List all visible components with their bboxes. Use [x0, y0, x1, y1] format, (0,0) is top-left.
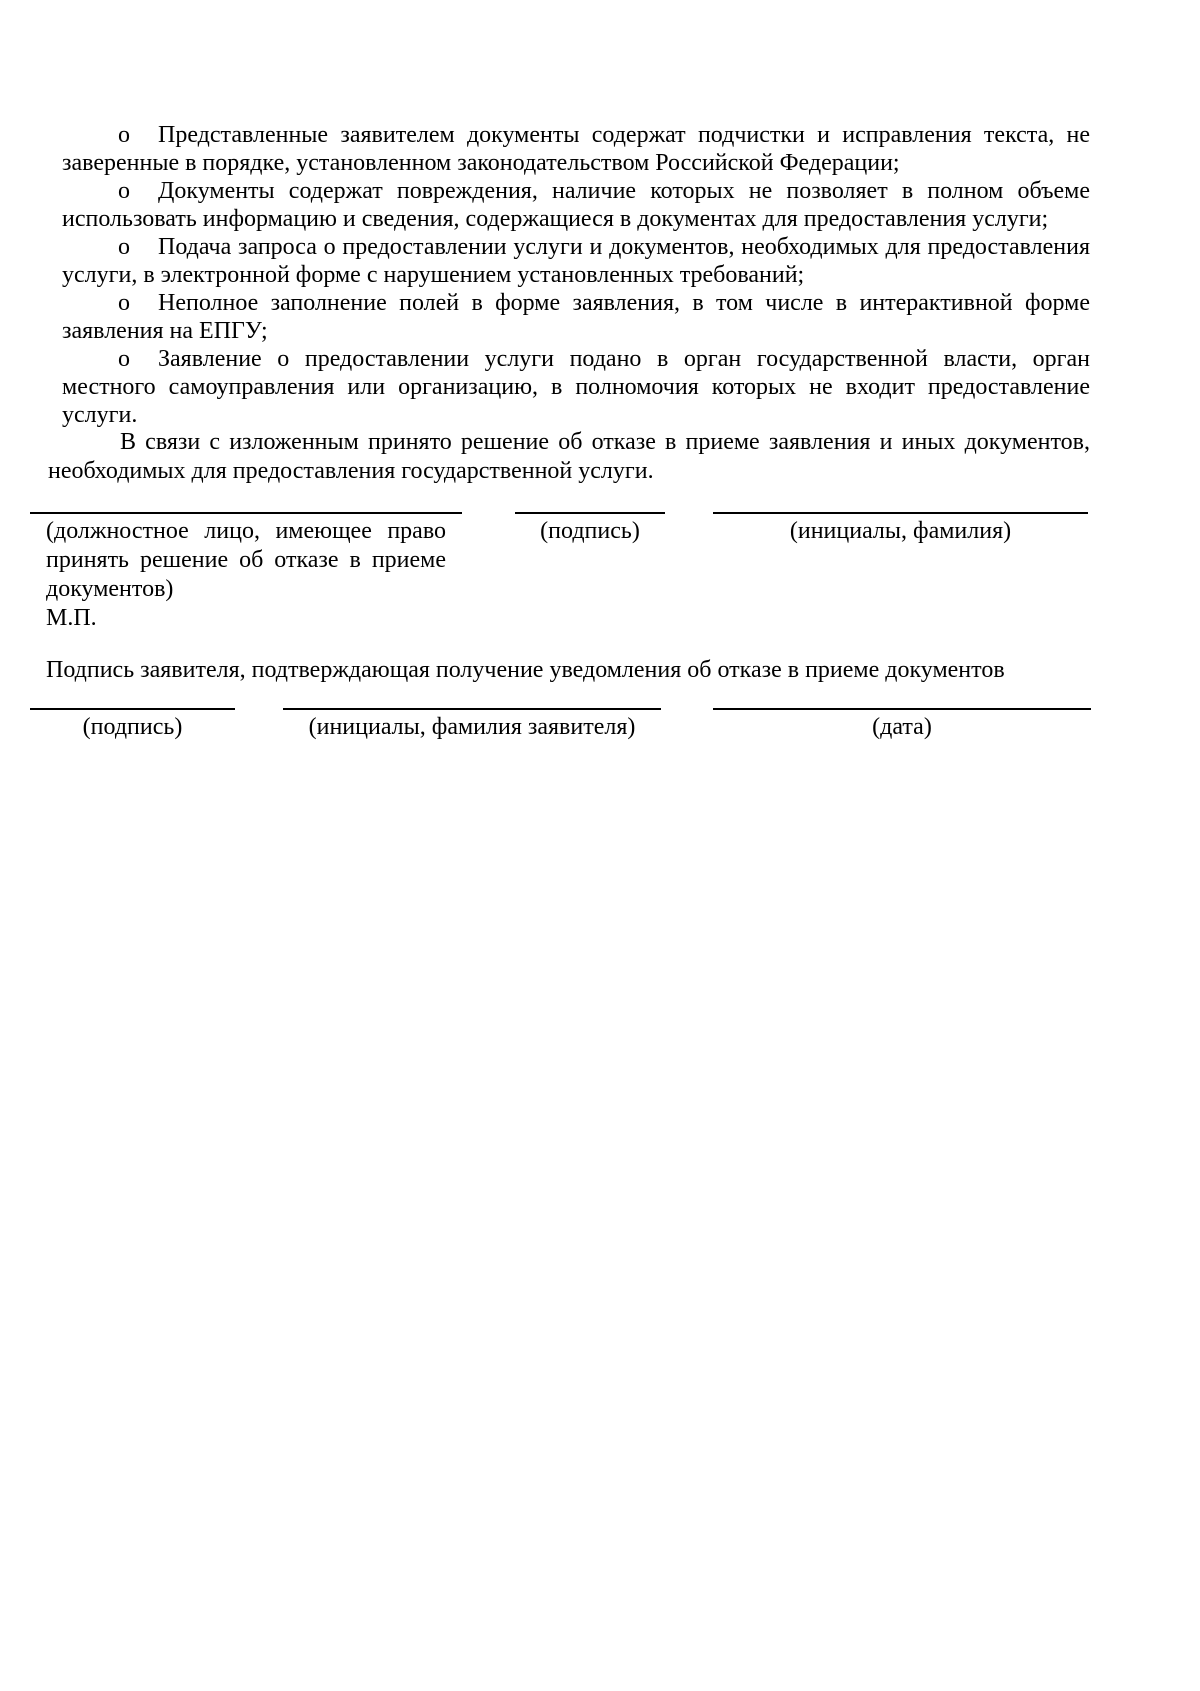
- refusal-ground-item: [62, 121, 1090, 177]
- applicant-date-caption: (дата): [872, 714, 932, 740]
- refusal-ground-item: [62, 345, 1090, 429]
- refusal-ground-item: [62, 177, 1090, 233]
- refusal-ground-item: [62, 233, 1090, 289]
- refusal-ground-text: Представленные заявителем документы содержат подчистки и исправления текста, не заверенные в порядке, установленном законодательством Российской Федерации;: [62, 122, 1090, 176]
- applicant-signature-caption: (подпись): [82, 714, 183, 740]
- applicant-date-line: [713, 708, 1091, 710]
- stamp-label: М.П.: [46, 605, 97, 631]
- official-signature-line: [515, 512, 665, 514]
- applicant-name-line: [283, 708, 661, 710]
- bullet-marker: o: [118, 290, 130, 316]
- applicant-confirmation-text: Подпись заявителя, подтверждающая получение уведомления об отказе в приеме документов: [46, 657, 1005, 683]
- refusal-ground-text: Неполное заполнение полей в форме заявления, в том числе в интерактивной форме заявления на ЕПГУ;: [62, 290, 1090, 344]
- official-name-line: [713, 512, 1088, 514]
- bullet-marker: o: [118, 178, 130, 204]
- refusal-ground-text: Документы содержат повреждения, наличие которых не позволяет в полном объеме использовать информацию и сведения, содержащиеся в документах для предоставления услуги;: [62, 178, 1090, 232]
- official-position-line: [30, 512, 462, 514]
- refusal-ground-item: [62, 289, 1090, 345]
- bullet-marker: o: [118, 346, 130, 372]
- bullet-marker: o: [118, 234, 130, 260]
- official-name-caption: (инициалы, фамилия): [789, 518, 1012, 544]
- applicant-signature-line: [30, 708, 235, 710]
- official-signature-caption: (подпись): [540, 518, 640, 544]
- official-position-caption: (должностное лицо, имеющее право принять решение об отказе в приеме документов): [46, 518, 446, 602]
- refusal-ground-text: Заявление о предоставлении услуги подано в орган государственной власти, орган местного самоуправления или организацию, в полномочия которых не входит предоставление услуги.: [62, 346, 1090, 428]
- applicant-name-caption: (инициалы, фамилия заявителя): [308, 714, 636, 740]
- decision-paragraph: В связи с изложенным принято решение об отказе в приеме заявления и иных документов, необходимых для предоставления государственной услуги.: [48, 429, 1090, 484]
- bullet-marker: o: [118, 122, 130, 148]
- refusal-ground-text: Подача запроса о предоставлении услуги и документов, необходимых для предоставления услуги, в электронной форме с нарушением установленных требований;: [62, 234, 1090, 288]
- refusal-grounds-list: [62, 121, 1090, 429]
